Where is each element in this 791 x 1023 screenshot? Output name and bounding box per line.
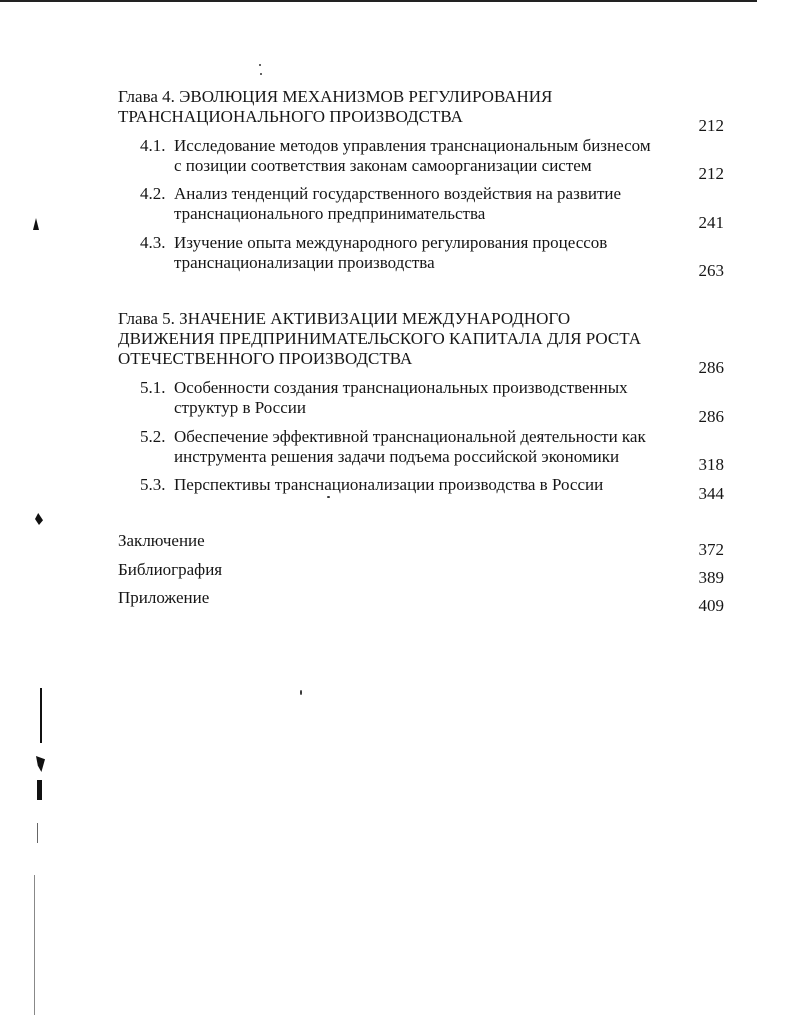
section-title-line-1: Изучение опыта международного регулирования процессов	[174, 233, 608, 252]
chapter-5-title-line-2: ДВИЖЕНИЯ ПРЕДПРИНИМАТЕЛЬСКОГО КАПИТАЛА ДЛЯ РОСТА	[118, 329, 642, 348]
section-title-line-1: Особенности создания транснациональных производственных	[174, 378, 628, 397]
section-number: 5.1.	[140, 378, 166, 397]
section-number: 4.1.	[140, 136, 166, 155]
scan-top-border	[0, 0, 757, 2]
section-title-line-2: транснационального предпринимательства	[174, 204, 486, 223]
chapter-5-page: 286	[698, 358, 724, 377]
section-page: 263	[698, 261, 724, 280]
edge-scratch	[37, 780, 42, 800]
section-title-line-2: транснационализации производства	[174, 253, 435, 272]
speck	[300, 690, 302, 695]
section-number: 4.2.	[140, 184, 166, 203]
section-title-line-1: Исследование методов управления транснациональным бизнесом	[174, 136, 651, 155]
edge-scratch	[34, 875, 35, 1015]
section-title-line-2: инструмента решения задачи подъема российской экономики	[174, 447, 620, 466]
section-title-line-1: Анализ тенденций государственного воздействия на развитие	[174, 184, 622, 203]
chapter-4-title-line-2: ТРАНСНАЦИОНАЛЬНОГО ПРОИЗВОДСТВА	[118, 107, 463, 126]
section-title-line-2: с позиции соответствия законам самоорганизации систем	[174, 156, 592, 175]
speck	[260, 73, 262, 75]
chapter-4-page: 212	[698, 116, 724, 135]
section-page: 212	[698, 164, 724, 183]
edge-scratch	[37, 823, 38, 843]
section-page: 241	[698, 213, 724, 232]
appendix-label: Приложение	[118, 588, 210, 607]
section-page: 344	[698, 484, 724, 503]
binding-hole-mark	[35, 513, 43, 525]
section-number: 5.3.	[140, 475, 166, 494]
bibliography-label: Библиография	[118, 560, 223, 579]
bibliography-page: 389	[698, 568, 724, 587]
edge-scratch	[40, 688, 42, 743]
speck	[327, 496, 330, 498]
section-number: 5.2.	[140, 427, 166, 446]
chapter-5-title-line-1: Глава 5. ЗНАЧЕНИЕ АКТИВИЗАЦИИ МЕЖДУНАРОДНОГО	[118, 309, 571, 328]
chapter-4-title-line-1: Глава 4. ЭВОЛЮЦИЯ МЕХАНИЗМОВ РЕГУЛИРОВАНИЯ	[118, 87, 553, 106]
section-title-line-2: структур в России	[174, 398, 306, 417]
conclusion-page: 372	[698, 540, 724, 559]
section-page: 286	[698, 407, 724, 426]
chapter-5-title-line-3: ОТЕЧЕСТВЕННОГО ПРОИЗВОДСТВА	[118, 349, 413, 368]
section-number: 4.3.	[140, 233, 166, 252]
binding-hole-mark	[36, 756, 45, 772]
binding-hole-mark	[33, 218, 39, 230]
appendix-page: 409	[698, 596, 724, 615]
conclusion-label: Заключение	[118, 531, 205, 550]
section-page: 318	[698, 455, 724, 474]
section-title-line-1: Перспективы транснационализации производства в России	[174, 475, 604, 494]
section-title-line-1: Обеспечение эффективной транснациональной деятельности как	[174, 427, 646, 446]
speck	[259, 64, 261, 66]
